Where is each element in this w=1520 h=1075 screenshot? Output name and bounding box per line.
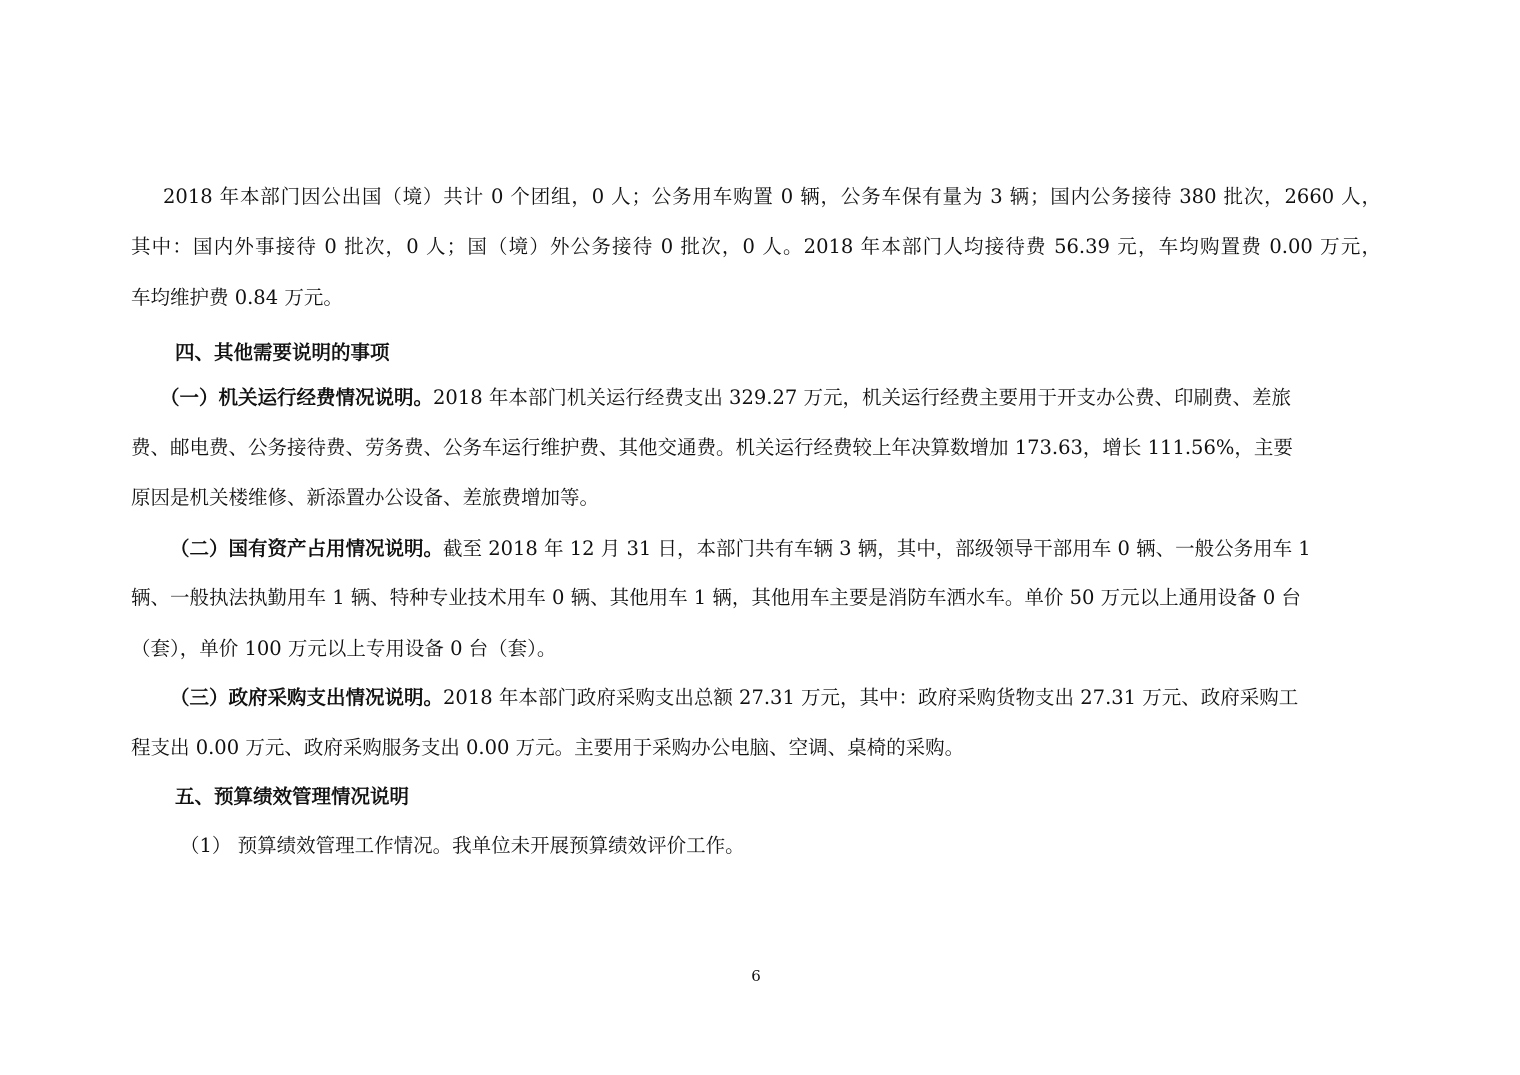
- paragraph-line: [170, 685, 1298, 711]
- page-number: 6: [751, 967, 761, 985]
- section-heading: 四、其他需要说明的事项: [175, 341, 390, 364]
- item-text: 2018 年本部门机关运行经费支出 329.27 万元，机关运行经费主要用于开支办公费、印刷费、差旅: [433, 386, 1291, 409]
- paragraph-line: （1） 预算绩效管理工作情况。我单位未开展预算绩效评价工作。: [180, 834, 745, 857]
- paragraph-line: 原因是机关楼维修、新添置办公设备、差旅费增加等。: [131, 486, 600, 509]
- paragraph-line: 程支出 0.00 万元、政府采购服务支出 0.00 万元。主要用于采购办公电脑、空调、桌椅的采购。: [131, 736, 965, 759]
- paragraph-line: 费、邮电费、公务接待费、劳务费、公务车运行维护费、其他交通费。机关运行经费较上年决算数增加 173.63，增长 111.56%，主要: [131, 436, 1293, 459]
- item-title: （一）机关运行经费情况说明。: [160, 386, 434, 409]
- paragraph-line: [170, 536, 1311, 562]
- paragraph-line: 2018 年本部门因公出国（境）共计 0 个团组，0 人；公务用车购置 0 辆，公务车保有量为 3 辆；国内公务接待 380 批次，2660 人，: [163, 185, 1381, 208]
- paragraph-line: [160, 385, 1291, 411]
- item-text: 2018 年本部门政府采购支出总额 27.31 万元，其中：政府采购货物支出 27.31 万元、政府采购工: [443, 686, 1299, 709]
- section-heading: 五、预算绩效管理情况说明: [175, 785, 410, 808]
- paragraph-line: 车均维护费 0.84 万元。: [131, 286, 343, 309]
- paragraph-line: 其中：国内外事接待 0 批次，0 人；国（境）外公务接待 0 批次，0 人。2018 年本部门人均接待费 56.39 元，车均购置费 0.00 万元，: [131, 235, 1381, 258]
- item-title: （三）政府采购支出情况说明。: [170, 686, 444, 709]
- paragraph-line: （套），单价 100 万元以上专用设备 0 台（套）。: [131, 637, 557, 660]
- paragraph-line: 辆、一般执法执勤用车 1 辆、特种专业技术用车 0 辆、其他用车 1 辆，其他用车主要是消防车洒水车。单价 50 万元以上通用设备 0 台: [131, 586, 1301, 609]
- item-text: 截至 2018 年 12 月 31 日，本部门共有车辆 3 辆，其中，部级领导干部用车 0 辆、一般公务用车 1: [443, 537, 1311, 560]
- item-title: （二）国有资产占用情况说明。: [170, 537, 444, 560]
